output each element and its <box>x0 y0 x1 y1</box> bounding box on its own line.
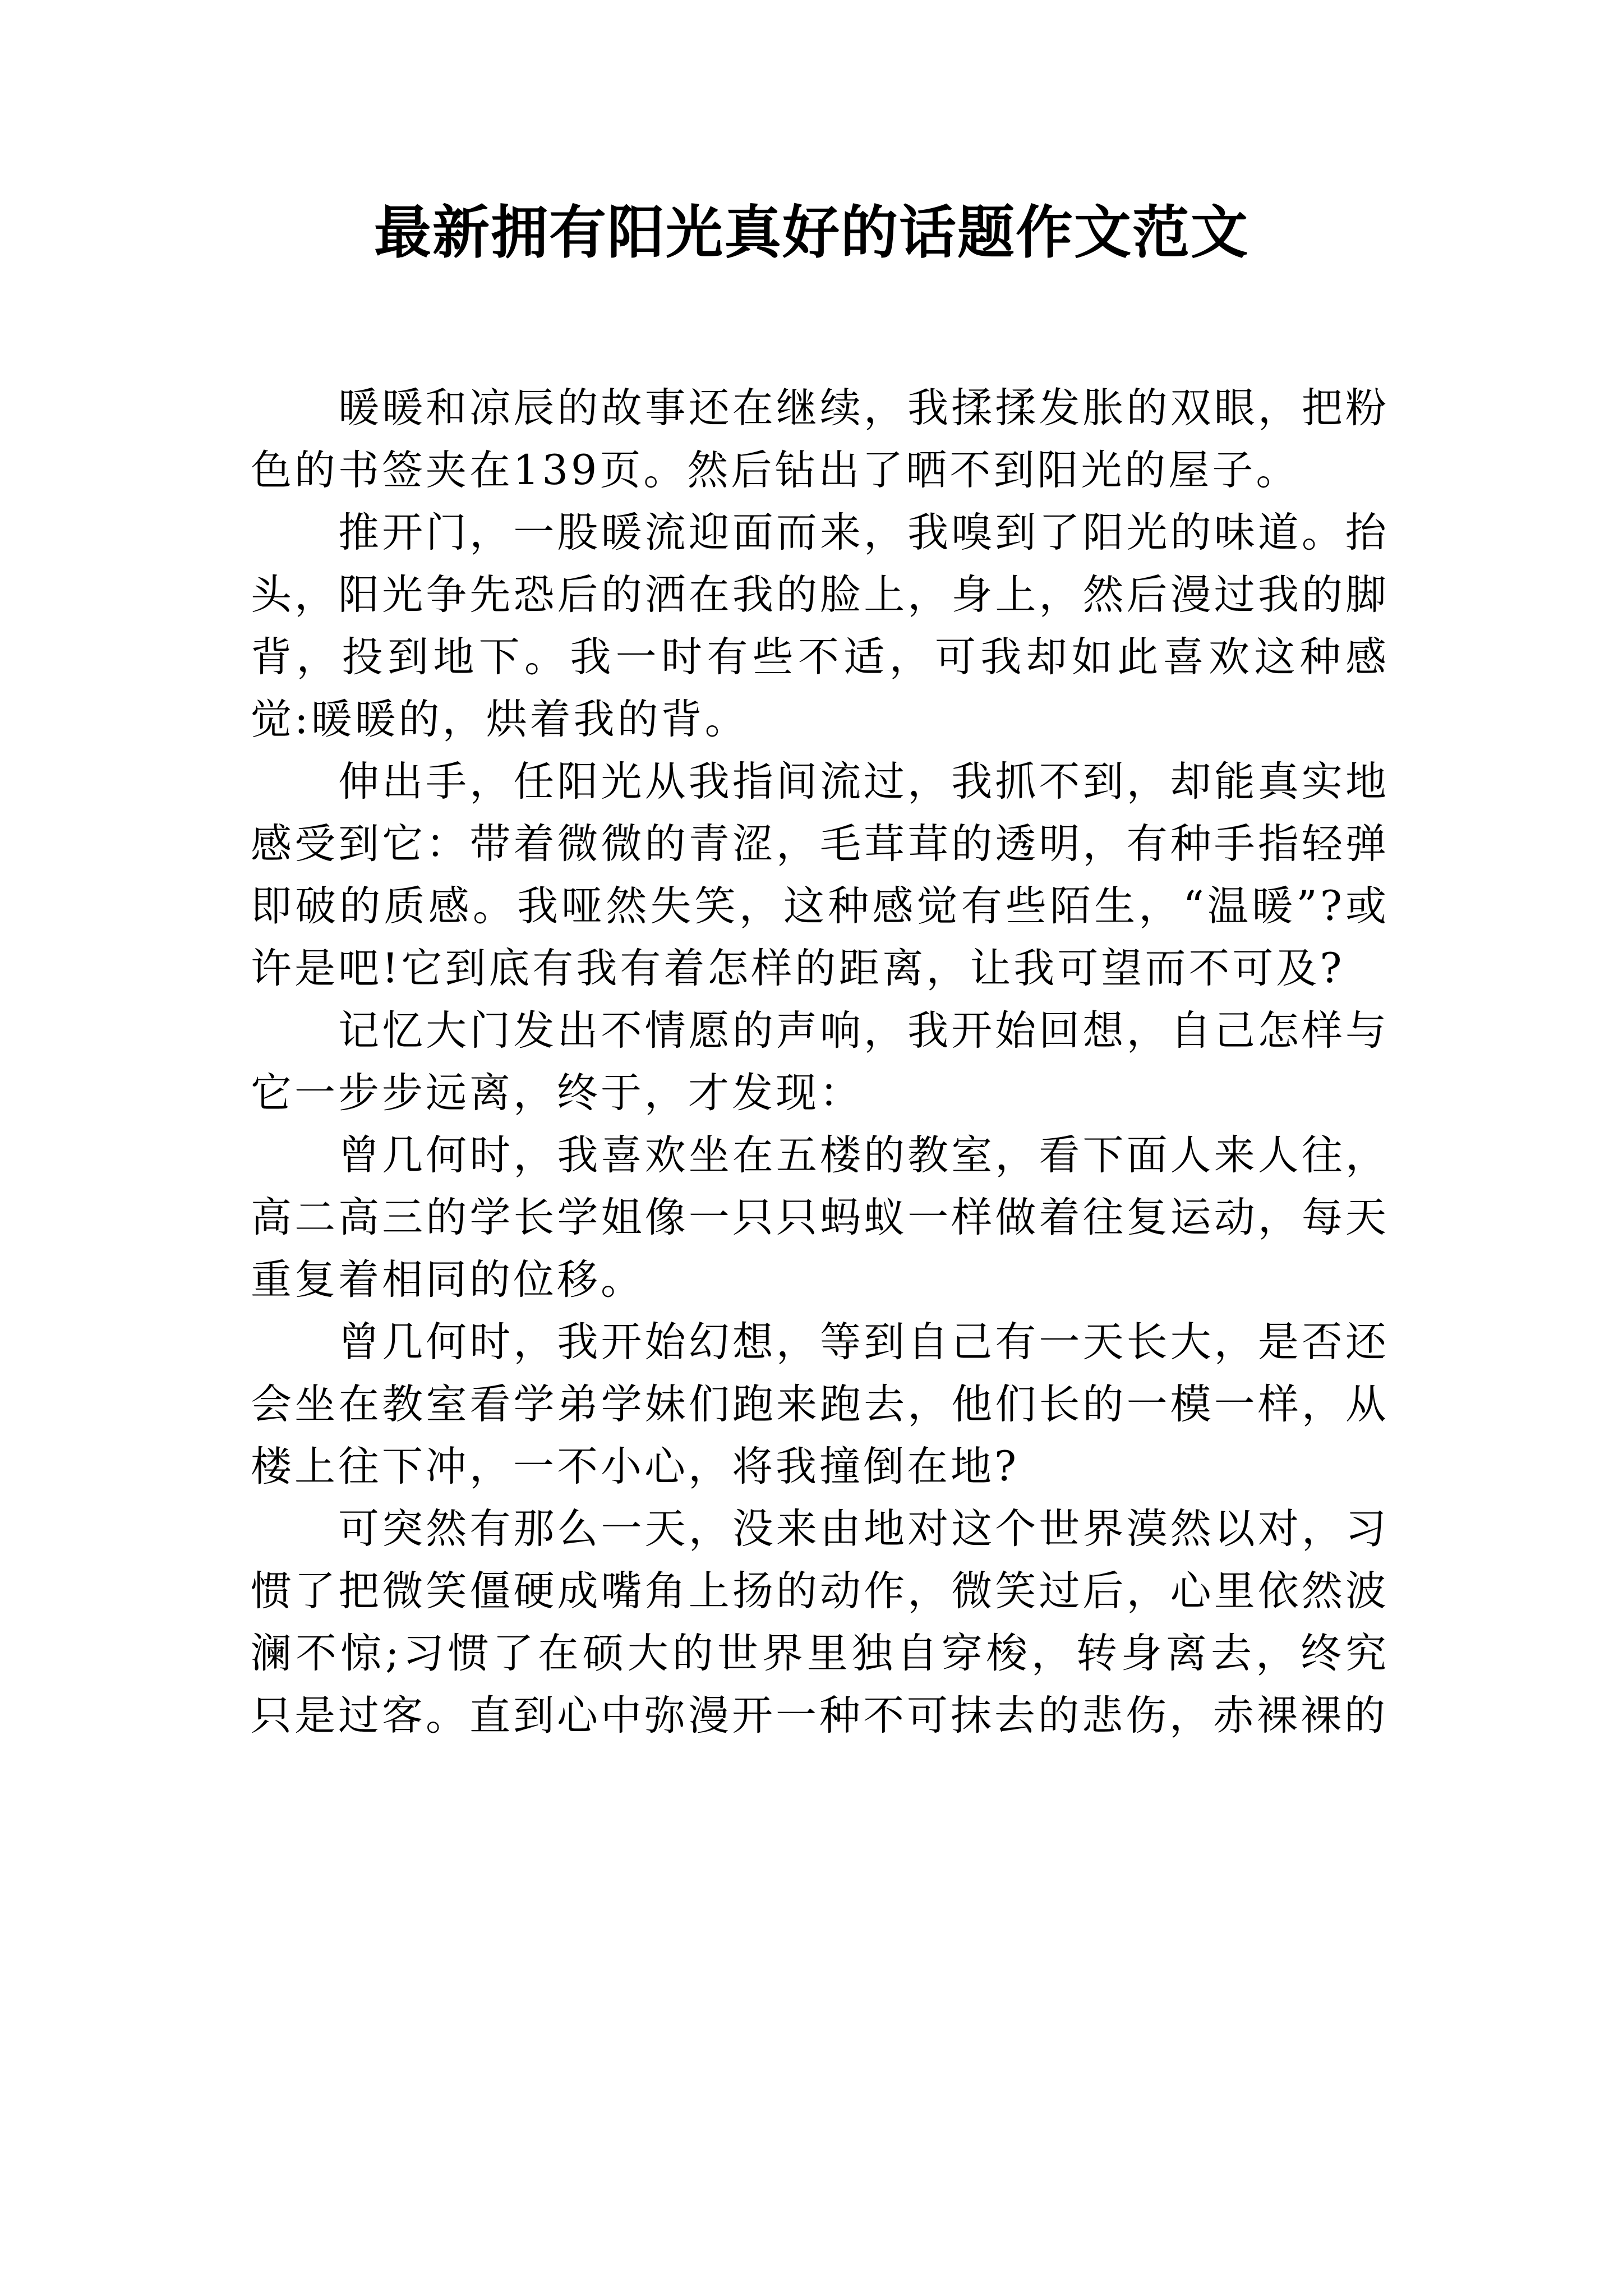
document-title: 最新拥有阳光真好的话题作文范文 <box>374 199 1249 266</box>
paragraph: 推开门，一股暖流迎面而来，我嗅到了阳光的味道。抬头，阳光争先恐后的洒在我的脸上，身上，然后漫过我的脚背，投到地下。我一时有些不适，可我却如此喜欢这种感觉:暖暖的，烘着我的背。 <box>251 509 1389 743</box>
document-body <box>251 377 1389 1747</box>
paragraph: 可突然有那么一天，没来由地对这个世界漠然以对，习惯了把微笑僵硬成嘴角上扬的动作，微笑过后，心里依然波澜不惊;习惯了在硕大的世界里独自穿梭，转身离去，终究只是过客。直到心中弥漫开一种不可抹去的悲伤，赤裸裸的 <box>251 1505 1389 1740</box>
paragraph: 记忆大门发出不情愿的声响，我开始回想，自己怎样与它一步步远离，终于，才发现： <box>251 1007 1389 1117</box>
paragraph: 暖暖和凉辰的故事还在继续，我揉揉发胀的双眼，把粉色的书签夹在139页。然后钻出了晒不到阳光的屋子。 <box>251 384 1389 494</box>
paragraph: 伸出手，任阳光从我指间流过，我抓不到，却能真实地感受到它：带着微微的青涩，毛茸茸的透明，有种手指轻弹即破的质感。我哑然失笑，这种感觉有些陌生，“温暖”?或许是吧!它到底有我有着怎样的距离，让我可望而不可及? <box>251 758 1389 992</box>
paragraph: 曾几何时，我喜欢坐在五楼的教室，看下面人来人往，高二高三的学长学姐像一只只蚂蚁一样做着往复运动，每天重复着相同的位移。 <box>251 1131 1389 1304</box>
paragraph: 曾几何时，我开始幻想，等到自己有一天长大，是否还会坐在教室看学弟学妹们跑来跑去，他们长的一模一样，从楼上往下冲，一不小心，将我撞倒在地? <box>251 1318 1389 1490</box>
